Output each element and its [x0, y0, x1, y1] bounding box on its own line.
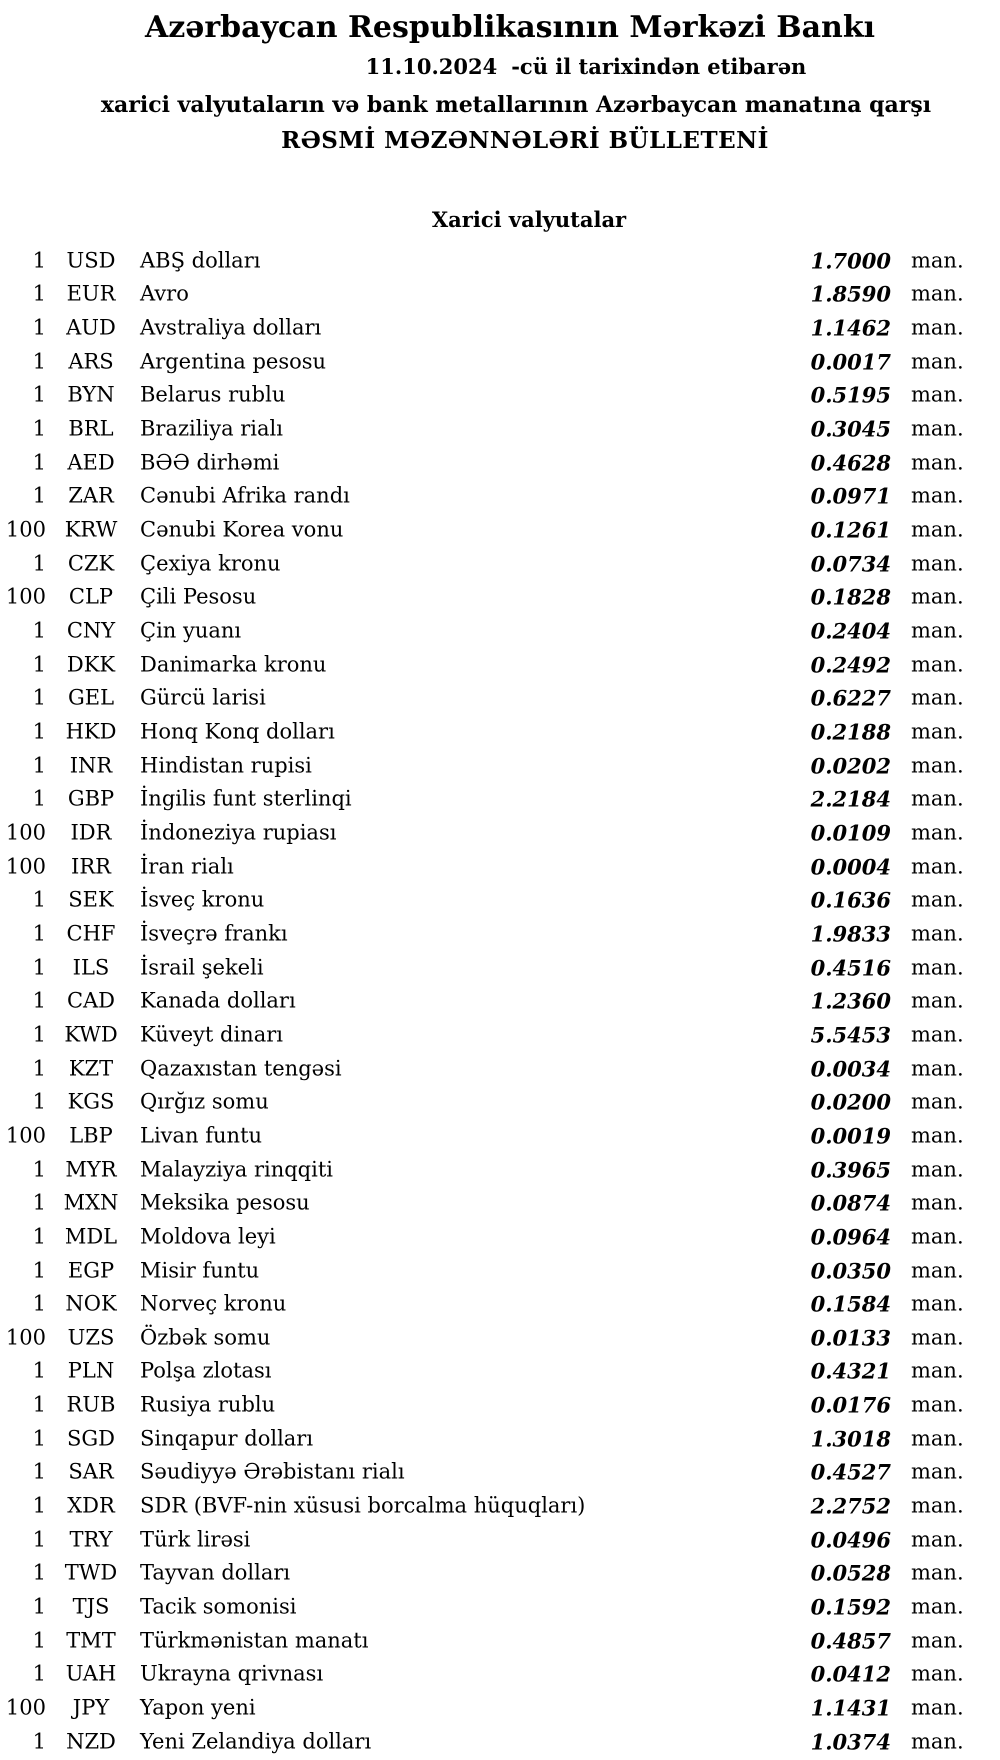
table-row — [0, 1052, 1000, 1086]
rate-value-cell: 5.5453 — [810, 1022, 891, 1048]
table-row — [0, 1489, 1000, 1523]
quantity-cell: 1 — [32, 1493, 46, 1518]
quantity-cell: 1 — [32, 921, 46, 946]
currency-code-cell: BYN — [67, 382, 115, 407]
currency-name-cell: İsveçrə frankı — [140, 921, 288, 946]
unit-cell: man. — [911, 1661, 964, 1686]
quantity-cell: 1 — [32, 786, 46, 811]
rate-value-cell: 2.2752 — [810, 1493, 891, 1519]
currency-code-cell: DKK — [66, 652, 116, 677]
currency-code-cell: EGP — [67, 1258, 115, 1283]
rate-value-cell: 1.8590 — [810, 281, 891, 307]
unit-cell: man. — [911, 1258, 964, 1283]
currency-code-cell: TWD — [64, 1560, 118, 1585]
quantity-cell: 1 — [32, 753, 46, 778]
currency-name-cell: Danimarka kronu — [140, 652, 327, 677]
currency-code-cell: PLN — [67, 1358, 115, 1383]
table-row — [0, 1254, 1000, 1288]
table-row — [0, 244, 1000, 278]
section-title: Xarici valyutalar — [431, 207, 627, 232]
quantity-cell: 100 — [5, 854, 46, 879]
quantity-cell: 1 — [32, 887, 46, 912]
rate-value-cell: 0.2404 — [810, 618, 891, 644]
currency-name-cell: Tacik somonisi — [140, 1594, 297, 1619]
currency-name-cell: İsrail şekeli — [140, 955, 264, 980]
quantity-cell: 1 — [32, 1056, 46, 1081]
unit-cell: man. — [911, 1527, 964, 1552]
table-row — [0, 379, 1000, 413]
date-suffix: -cü il tarixindən etibarən — [511, 54, 807, 79]
currency-code-cell: JPY — [72, 1695, 110, 1720]
table-row — [0, 1355, 1000, 1389]
table-row — [0, 278, 1000, 312]
currency-code-cell: IRR — [71, 854, 111, 879]
currency-name-cell: Ukrayna qrivnası — [140, 1661, 324, 1686]
unit-cell: man. — [911, 248, 964, 273]
quantity-cell: 100 — [5, 1325, 46, 1350]
rate-value-cell: 0.1584 — [810, 1291, 891, 1317]
table-row — [0, 1119, 1000, 1153]
table-row — [0, 749, 1000, 783]
table-row — [0, 715, 1000, 749]
table-row — [0, 816, 1000, 850]
rate-value-cell: 0.1636 — [810, 887, 891, 913]
date-value: 11.10.2024 — [365, 54, 498, 79]
unit-cell: man. — [911, 1426, 964, 1451]
rate-value-cell: 0.0412 — [810, 1661, 891, 1687]
rate-value-cell: 0.0964 — [810, 1224, 891, 1250]
rate-value-cell: 1.7000 — [810, 248, 891, 274]
currency-name-cell: Livan funtu — [140, 1123, 263, 1148]
quantity-cell: 1 — [32, 719, 46, 744]
unit-cell: man. — [911, 820, 964, 845]
table-row — [0, 1321, 1000, 1355]
rate-value-cell: 0.0350 — [810, 1258, 891, 1284]
table-row — [0, 1456, 1000, 1490]
table-row — [0, 1557, 1000, 1591]
rate-value-cell: 0.0133 — [810, 1325, 891, 1351]
currency-name-cell: Argentina pesosu — [140, 349, 327, 374]
currency-code-cell: NOK — [65, 1291, 117, 1316]
quantity-cell: 1 — [32, 416, 46, 441]
currency-code-cell: RUB — [66, 1392, 116, 1417]
currency-name-cell: SDR (BVF-nin xüsusi borcalma hüquqları) — [140, 1493, 586, 1518]
quantity-cell: 100 — [5, 517, 46, 542]
subtitle-line: xarici valyutaların və bank metallarının Azərbaycan manatına qarşı — [100, 92, 932, 118]
quantity-cell: 1 — [32, 1459, 46, 1484]
currency-name-cell: Cənubi Korea vonu — [140, 517, 344, 542]
quantity-cell: 1 — [32, 685, 46, 710]
unit-cell: man. — [911, 1560, 964, 1585]
quantity-cell: 1 — [32, 1392, 46, 1417]
unit-cell: man. — [911, 281, 964, 306]
quantity-cell: 1 — [32, 1426, 46, 1451]
currency-code-cell: HKD — [65, 719, 117, 744]
currency-code-cell: CLP — [68, 584, 114, 609]
table-row — [0, 984, 1000, 1018]
rate-value-cell: 0.0019 — [810, 1123, 891, 1149]
currency-code-cell: SGD — [67, 1426, 115, 1451]
quantity-cell: 1 — [32, 382, 46, 407]
rate-value-cell: 0.4857 — [810, 1628, 891, 1654]
currency-name-cell: Meksika pesosu — [140, 1190, 310, 1215]
date-line — [366, 54, 807, 79]
currency-code-cell: MXN — [63, 1190, 119, 1215]
unit-cell: man. — [911, 1190, 964, 1215]
table-row — [0, 1590, 1000, 1624]
currency-code-cell: KGS — [67, 1089, 115, 1114]
currency-name-cell: Kanada dolları — [140, 988, 296, 1013]
currency-code-cell: AED — [67, 450, 115, 475]
currency-code-cell: UAH — [65, 1661, 117, 1686]
rate-value-cell: 1.0374 — [810, 1729, 891, 1755]
table-row — [0, 1658, 1000, 1692]
currency-name-cell: Avstraliya dolları — [140, 315, 322, 340]
currency-code-cell: INR — [69, 753, 113, 778]
quantity-cell: 1 — [32, 1089, 46, 1114]
currency-code-cell: TJS — [72, 1594, 110, 1619]
unit-cell: man. — [911, 382, 964, 407]
currency-name-cell: Misir funtu — [140, 1258, 260, 1283]
unit-cell: man. — [911, 1695, 964, 1720]
currency-code-cell: MYR — [65, 1157, 117, 1182]
table-row — [0, 917, 1000, 951]
currency-name-cell: BƏƏ dirhəmi — [140, 450, 280, 475]
quantity-cell: 1 — [32, 281, 46, 306]
unit-cell: man. — [911, 921, 964, 946]
currency-name-cell: Özbək somu — [140, 1325, 271, 1350]
rate-value-cell: 1.1431 — [810, 1695, 891, 1721]
unit-cell: man. — [911, 1056, 964, 1081]
currency-name-cell: ABŞ dolları — [140, 248, 261, 273]
rates-table — [0, 244, 1000, 1759]
rate-value-cell: 1.1462 — [810, 315, 891, 341]
table-row — [0, 480, 1000, 514]
currency-name-cell: Tayvan dolları — [140, 1560, 291, 1585]
table-row — [0, 1422, 1000, 1456]
currency-code-cell: CZK — [67, 551, 115, 576]
currency-name-cell: Çexiya kronu — [140, 551, 281, 576]
rate-value-cell: 0.0874 — [810, 1190, 891, 1216]
table-row — [0, 1186, 1000, 1220]
table-row — [0, 513, 1000, 547]
quantity-cell: 1 — [32, 1527, 46, 1552]
quantity-cell: 1 — [32, 1358, 46, 1383]
unit-cell: man. — [911, 753, 964, 778]
unit-cell: man. — [911, 685, 964, 710]
quantity-cell: 100 — [5, 1695, 46, 1720]
unit-cell: man. — [911, 1157, 964, 1182]
table-row — [0, 1725, 1000, 1759]
quantity-cell: 1 — [32, 1224, 46, 1249]
currency-name-cell: Belarus rublu — [140, 382, 286, 407]
currency-name-cell: İndoneziya rupiası — [140, 820, 337, 845]
quantity-cell: 1 — [32, 988, 46, 1013]
currency-code-cell: ARS — [68, 349, 114, 374]
currency-name-cell: Avro — [140, 281, 189, 306]
currency-name-cell: Gürcü larisi — [140, 685, 266, 710]
rate-value-cell: 0.1261 — [810, 517, 891, 543]
unit-cell: man. — [911, 955, 964, 980]
currency-code-cell: ZAR — [68, 483, 114, 508]
unit-cell: man. — [911, 1628, 964, 1653]
currency-code-cell: KWD — [64, 1022, 118, 1047]
unit-cell: man. — [911, 551, 964, 576]
table-row — [0, 648, 1000, 682]
currency-code-cell: CHF — [66, 921, 116, 946]
quantity-cell: 1 — [32, 1190, 46, 1215]
rate-value-cell: 0.0176 — [810, 1392, 891, 1418]
rate-value-cell: 0.0017 — [810, 349, 891, 375]
currency-name-cell: Hindistan rupisi — [140, 753, 312, 778]
unit-cell: man. — [911, 786, 964, 811]
currency-code-cell: EUR — [66, 281, 116, 306]
unit-cell: man. — [911, 1123, 964, 1148]
unit-cell: man. — [911, 1325, 964, 1350]
quantity-cell: 100 — [5, 820, 46, 845]
currency-name-cell: İran rialı — [140, 854, 234, 879]
table-row — [0, 1220, 1000, 1254]
table-row — [0, 1691, 1000, 1725]
unit-cell: man. — [911, 315, 964, 340]
unit-cell: man. — [911, 1392, 964, 1417]
currency-code-cell: KRW — [64, 517, 118, 542]
quantity-cell: 1 — [32, 1022, 46, 1047]
unit-cell: man. — [911, 1358, 964, 1383]
quantity-cell: 1 — [32, 652, 46, 677]
currency-name-cell: Yapon yeni — [140, 1695, 256, 1720]
currency-name-cell: Malayziya rinqqiti — [140, 1157, 333, 1182]
unit-cell: man. — [911, 416, 964, 441]
rate-value-cell: 0.4527 — [810, 1459, 891, 1485]
table-row — [0, 682, 1000, 716]
rate-value-cell: 0.0200 — [810, 1089, 891, 1115]
rate-value-cell: 0.2188 — [810, 719, 891, 745]
unit-cell: man. — [911, 1022, 964, 1047]
unit-cell: man. — [911, 719, 964, 744]
currency-name-cell: Rusiya rublu — [140, 1392, 276, 1417]
currency-name-cell: Sinqapur dolları — [140, 1426, 314, 1451]
rate-value-cell: 0.4516 — [810, 955, 891, 981]
currency-name-cell: Norveç kronu — [140, 1291, 287, 1316]
currency-code-cell: SAR — [68, 1459, 114, 1484]
quantity-cell: 1 — [32, 1291, 46, 1316]
rate-value-cell: 0.2492 — [810, 652, 891, 678]
quantity-cell: 1 — [32, 1729, 46, 1754]
currency-code-cell: TMT — [66, 1628, 116, 1653]
unit-cell: man. — [911, 652, 964, 677]
unit-cell: man. — [911, 517, 964, 542]
rate-value-cell: 0.5195 — [810, 382, 891, 408]
currency-code-cell: SEK — [68, 887, 114, 912]
rate-value-cell: 2.2184 — [810, 786, 891, 812]
rate-value-cell: 0.6227 — [810, 685, 891, 711]
table-row — [0, 345, 1000, 379]
table-row — [0, 446, 1000, 480]
currency-code-cell: BRL — [68, 416, 114, 441]
currency-code-cell: CNY — [66, 618, 116, 643]
table-row — [0, 614, 1000, 648]
rate-value-cell: 0.0528 — [810, 1560, 891, 1586]
rate-value-cell: 1.3018 — [810, 1426, 891, 1452]
currency-code-cell: NZD — [66, 1729, 116, 1754]
table-row — [0, 1287, 1000, 1321]
unit-cell: man. — [911, 1594, 964, 1619]
unit-cell: man. — [911, 1224, 964, 1249]
table-row — [0, 1085, 1000, 1119]
quantity-cell: 1 — [32, 618, 46, 643]
unit-cell: man. — [911, 1459, 964, 1484]
currency-name-cell: Polşa zlotası — [140, 1358, 272, 1383]
rate-value-cell: 0.3965 — [810, 1157, 891, 1183]
table-row — [0, 311, 1000, 345]
currency-name-cell: Küveyt dinarı — [140, 1022, 283, 1047]
quantity-cell: 1 — [32, 1258, 46, 1283]
quantity-cell: 1 — [32, 551, 46, 576]
table-row — [0, 1388, 1000, 1422]
currency-name-cell: Honq Konq dolları — [140, 719, 335, 744]
quantity-cell: 100 — [5, 1123, 46, 1148]
quantity-cell: 1 — [32, 1594, 46, 1619]
unit-cell: man. — [911, 1493, 964, 1518]
unit-cell: man. — [911, 854, 964, 879]
quantity-cell: 100 — [5, 584, 46, 609]
rate-value-cell: 1.2360 — [810, 988, 891, 1014]
currency-code-cell: CAD — [66, 988, 116, 1013]
table-row — [0, 581, 1000, 615]
unit-cell: man. — [911, 349, 964, 374]
quantity-cell: 1 — [32, 315, 46, 340]
currency-name-cell: Qazaxıstan tengəsi — [140, 1056, 342, 1081]
currency-code-cell: USD — [66, 248, 116, 273]
rate-value-cell: 0.4321 — [810, 1358, 891, 1384]
currency-code-cell: GBP — [67, 786, 115, 811]
rate-value-cell: 0.0034 — [810, 1056, 891, 1082]
table-row — [0, 783, 1000, 817]
currency-name-cell: İngilis funt sterlinqi — [140, 786, 352, 811]
currency-code-cell: IDR — [70, 820, 112, 845]
quantity-cell: 1 — [32, 483, 46, 508]
table-row — [0, 850, 1000, 884]
currency-name-cell: Yeni Zelandiya dolları — [140, 1729, 372, 1754]
bulletin-title: RƏSMİ MƏZƏNNƏLƏRİ BÜLLETENİ — [281, 127, 769, 154]
currency-code-cell: ILS — [72, 955, 110, 980]
unit-cell: man. — [911, 618, 964, 643]
rate-value-cell: 0.0734 — [810, 551, 891, 577]
rate-value-cell: 0.3045 — [810, 416, 891, 442]
quantity-cell: 1 — [32, 248, 46, 273]
currency-code-cell: KZT — [68, 1056, 114, 1081]
rate-value-cell: 0.0496 — [810, 1527, 891, 1553]
currency-name-cell: Qırğız somu — [140, 1089, 269, 1114]
currency-name-cell: İsveç kronu — [140, 887, 265, 912]
quantity-cell: 1 — [32, 450, 46, 475]
rate-value-cell: 0.1592 — [810, 1594, 891, 1620]
quantity-cell: 1 — [32, 349, 46, 374]
table-row — [0, 1523, 1000, 1557]
page-title: Azərbaycan Respublikasının Mərkəzi Bankı — [144, 10, 876, 45]
table-row — [0, 1018, 1000, 1052]
currency-name-cell: Cənubi Afrika randı — [140, 483, 350, 508]
quantity-cell: 1 — [32, 1157, 46, 1182]
unit-cell: man. — [911, 584, 964, 609]
table-row — [0, 951, 1000, 985]
currency-name-cell: Türkmənistan manatı — [140, 1628, 369, 1653]
quantity-cell: 1 — [32, 955, 46, 980]
currency-code-cell: XDR — [67, 1493, 115, 1518]
currency-code-cell: AUD — [66, 315, 116, 340]
rate-value-cell: 0.0109 — [810, 820, 891, 846]
rate-value-cell: 1.9833 — [810, 921, 891, 947]
table-row — [0, 1153, 1000, 1187]
currency-name-cell: Səudiyyə Ərəbistanı rialı — [140, 1459, 405, 1484]
currency-name-cell: Türk lirəsi — [140, 1527, 251, 1552]
table-row — [0, 1624, 1000, 1658]
rate-value-cell: 0.4628 — [810, 450, 891, 476]
unit-cell: man. — [911, 988, 964, 1013]
rate-value-cell: 0.0202 — [810, 753, 891, 779]
rate-value-cell: 0.0971 — [810, 483, 891, 509]
unit-cell: man. — [911, 1291, 964, 1316]
unit-cell: man. — [911, 1089, 964, 1114]
table-row — [0, 412, 1000, 446]
quantity-cell: 1 — [32, 1661, 46, 1686]
unit-cell: man. — [911, 450, 964, 475]
rate-value-cell: 0.0004 — [810, 854, 891, 880]
currency-code-cell: GEL — [67, 685, 115, 710]
currency-code-cell: UZS — [67, 1325, 115, 1350]
currency-name-cell: Çin yuanı — [140, 618, 242, 643]
currency-name-cell: Moldova leyi — [140, 1224, 276, 1249]
table-row — [0, 547, 1000, 581]
rate-value-cell: 0.1828 — [810, 584, 891, 610]
table-row — [0, 883, 1000, 917]
currency-name-cell: Çili Pesosu — [140, 584, 257, 609]
unit-cell: man. — [911, 1729, 964, 1754]
currency-name-cell: Braziliya rialı — [140, 416, 283, 441]
quantity-cell: 1 — [32, 1560, 46, 1585]
currency-code-cell: LBP — [69, 1123, 113, 1148]
currency-code-cell: TRY — [69, 1527, 113, 1552]
unit-cell: man. — [911, 887, 964, 912]
quantity-cell: 1 — [32, 1628, 46, 1653]
unit-cell: man. — [911, 483, 964, 508]
currency-code-cell: MDL — [64, 1224, 118, 1249]
